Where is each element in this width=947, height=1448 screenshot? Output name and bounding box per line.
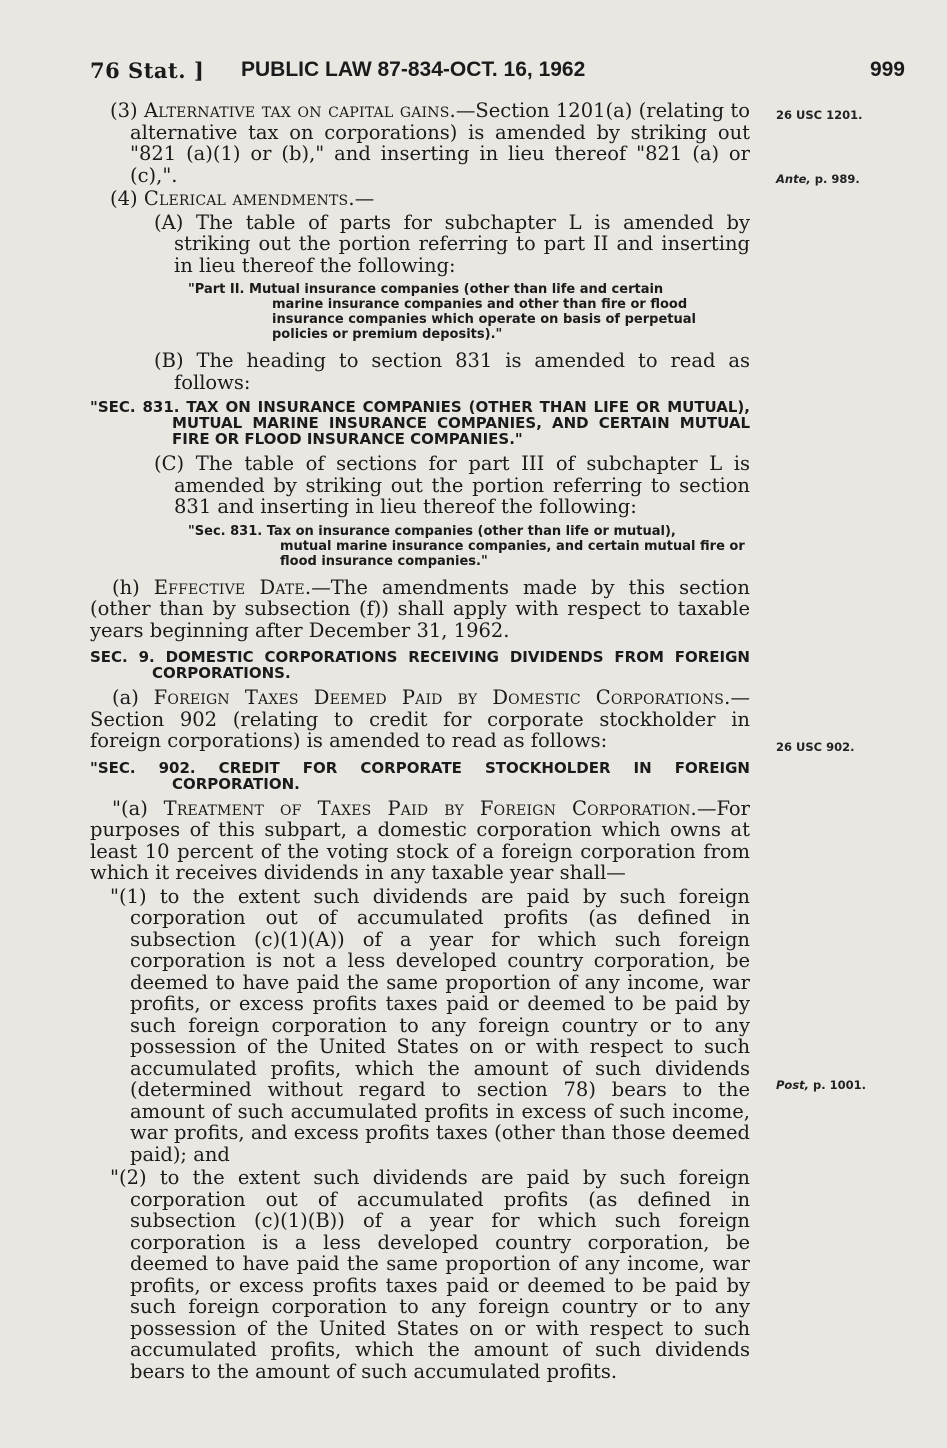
- para-number: (4): [110, 187, 144, 210]
- paragraph-C: (C) The table of sections for part III of subchapter L is amended by striking out the portion referring to section 831 and inserting in lieu thereof the following:: [154, 452, 750, 518]
- para-dash: —: [354, 187, 375, 210]
- quoted-paragraph-1: "(1) to the extent such dividends are paid by such foreign corporation out of accumulated profits (as defined in subsection (c)(1)(A)) of a year for which such foreign corporation is not a less developed country corporation, be deemed to have paid the same proportion of any income, war profits, or excess profits taxes paid or deemed to be paid by such foreign corporation to any foreign country or to any possession of the United States on or with respect to such accumulated profits, which the amount of such dividends (determined without regard to section 78) bears to the amount of such accumulated profits in excess of such income, war profits, and excess profits taxes (other than those deemed paid); and: [110, 884, 750, 1166]
- para-text: —Section 1201(a) (relating to alternative tax on corporations) is amended by striking out "821 (a)(1) or (b)," and inserting in lieu thereof "821 (a) or (c),".: [130, 99, 750, 187]
- para-number: (h): [112, 575, 154, 599]
- section-902-heading: "SEC. 902. CREDIT FOR CORPORATE STOCKHOLDER IN FOREIGN CORPORATION.: [90, 758, 750, 793]
- para-heading: Clerical amendments.: [143, 187, 355, 210]
- paragraph-3-alternative-tax: [90, 100, 750, 186]
- margin-note-post-word: Post,: [776, 1078, 810, 1092]
- quote-continuation: mutual marine insurance companies, and certain mutual fire or flood insurance companies.": [280, 538, 745, 569]
- para-heading: Effective Date.: [153, 575, 312, 599]
- para-heading: Foreign Taxes Deemed Paid by Domestic Corporations.: [153, 686, 731, 709]
- page-header: [90, 58, 905, 88]
- paragraph-a-foreign-taxes: [90, 687, 750, 752]
- para-number: (3): [110, 99, 144, 122]
- para-text: —For purposes of this subpart, a domestic corporation which owns at least 10 percent of the voting stock of a foreign corporation from which it receives dividends in any taxable year shall—: [90, 796, 750, 884]
- quoted-sec-831-entry: [90, 524, 750, 569]
- section-9-heading: SEC. 9. DOMESTIC CORPORATIONS RECEIVING DIVIDENDS FROM FOREIGN CORPORATIONS.: [90, 648, 750, 682]
- margin-note-post-page: p. 1001.: [809, 1078, 867, 1092]
- quote-first-line: "Sec. 831. Tax on insurance companies (other than life or mutual),: [188, 523, 676, 539]
- para-heading: Alternative tax on capital gains.: [143, 99, 456, 122]
- text-column: [90, 100, 750, 1384]
- quoted-subsection-a: [90, 798, 750, 884]
- quoted-part-ii-entry: [90, 282, 750, 342]
- para-text: —The amendments made by this section (other than by subsection (f)) shall apply with respect to taxable years beginning after December 31, 1962.: [90, 575, 750, 642]
- para-number: "(a): [112, 796, 164, 820]
- para-text: —Section 902 (relating to credit for corporate stockholder in foreign corporations) is amended to read as follows:: [90, 686, 750, 752]
- para-heading: Treatment of Taxes Paid by Foreign Corporation.: [163, 796, 697, 820]
- quote-first-line: "Part II. Mutual insurance companies (other than life and certain: [188, 282, 664, 297]
- margin-note-ante: [776, 172, 860, 186]
- paragraph-h-effective-date: [90, 577, 750, 642]
- margin-note-usc-902: 26 USC 902.: [776, 740, 855, 754]
- para-number: (a): [112, 686, 154, 709]
- quote-continuation: marine insurance companies and other than fire or flood insurance companies which operate on basis of perpetual policies or premium deposits).": [272, 297, 696, 342]
- statute-volume: 76 Stat. ]: [90, 58, 205, 83]
- quoted-paragraph-2: "(2) to the extent such dividends are paid by such foreign corporation out of accumulated profits (as defined in subsection (c)(1)(B)) of a year for which such foreign corporation is a less developed country corporation, be deemed to have paid the same proportion of any income, war profits, or excess profits taxes paid or deemed to be paid by such foreign corporation to any foreign country or to any possession of the United States on or with respect to such accumulated profits, which the amount of such dividends bears to the amount of such accumulated profits.: [110, 1166, 750, 1383]
- paragraph-B: (B) The heading to section 831 is amended to read as follows:: [154, 349, 750, 394]
- page-number: 999: [869, 58, 905, 81]
- paragraph-A: (A) The table of parts for subchapter L is amended by striking out the portion referring to part II and inserting in lieu thereof the following:: [154, 210, 750, 277]
- margin-note-ante-page: p. 989.: [810, 172, 860, 186]
- section-831-heading: "SEC. 831. TAX ON INSURANCE COMPANIES (OTHER THAN LIFE OR MUTUAL), MUTUAL MARINE INSURANCE COMPANIES, AND CERTAIN MUTUAL FIRE OR FLOOD INSURANCE COMPANIES.": [90, 398, 750, 448]
- margin-note-post: [776, 1078, 866, 1092]
- paragraph-4-clerical: [90, 188, 750, 210]
- running-title: PUBLIC LAW 87-834-OCT. 16, 1962: [241, 58, 586, 81]
- margin-note-ante-word: Ante,: [776, 172, 811, 186]
- margin-note-usc-1201: 26 USC 1201.: [776, 108, 863, 122]
